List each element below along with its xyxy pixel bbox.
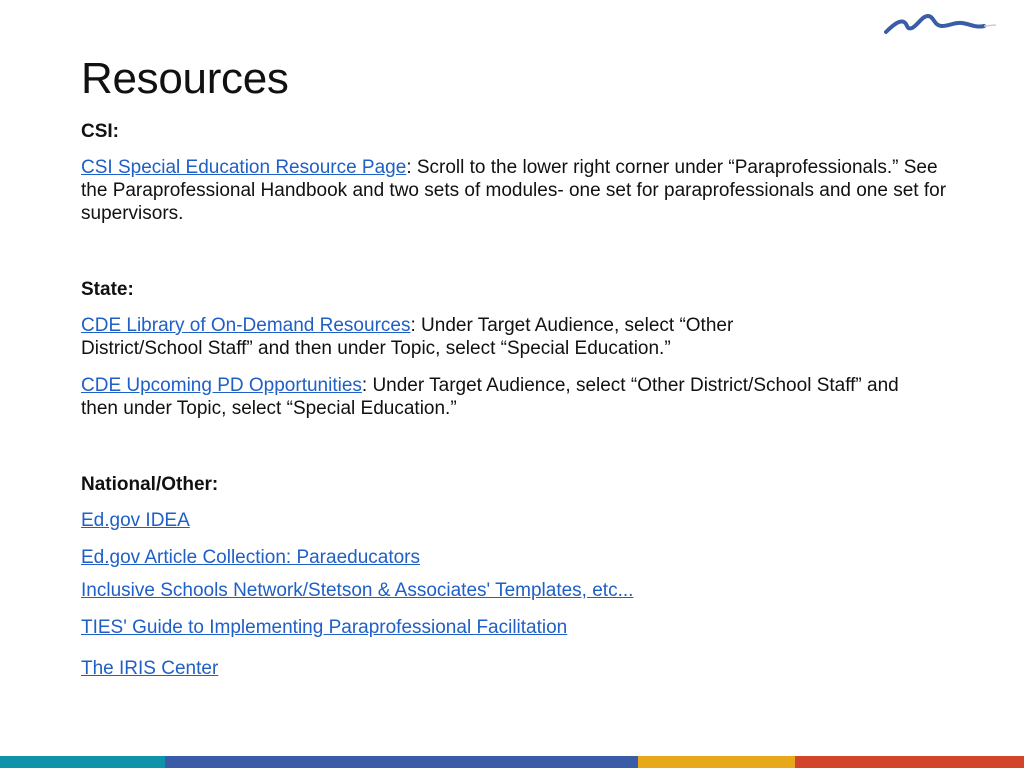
footer-bar-teal: [0, 756, 165, 768]
cde-pd-description: : Under Target Audience, select “Other District/School Staff” and then under Topic, select “Special Education.”: [81, 375, 899, 419]
cde-library-description: : Under Target Audience, select “Other District/School Staff” and then under Topic, select “Special Education.”: [81, 315, 734, 359]
cde-pd-link[interactable]: CDE Upcoming PD Opportunities: [81, 375, 362, 396]
footer-bar-red: [795, 756, 1024, 768]
cde-library-link[interactable]: CDE Library of On-Demand Resources: [81, 315, 411, 336]
csi-heading: CSI:: [81, 121, 119, 142]
ties-guide-link[interactable]: TIES' Guide to Implementing Paraprofessional Facilitation: [81, 617, 568, 638]
edgov-paraeducators-link[interactable]: Ed.gov Article Collection: Paraeducators: [81, 547, 421, 568]
cde-library-item: [81, 314, 841, 360]
cde-pd-item: [81, 374, 911, 420]
footer-color-bar: [0, 756, 1024, 768]
csi-resource-description: : Scroll to the lower right corner under “Paraprofessionals.” See the Paraprofessional Handbook and two sets of modules- one set for paraprofessionals and one set for supervisors.: [81, 157, 947, 224]
inclusive-schools-link[interactable]: Inclusive Schools Network/Stetson & Associates' Templates, etc...: [81, 580, 634, 601]
mountain-logo-icon: [884, 10, 998, 36]
footer-bar-blue: [165, 756, 638, 768]
page-title: Resources: [81, 54, 289, 103]
iris-center-link[interactable]: The IRIS Center: [81, 658, 219, 679]
csi-resource-item: [81, 156, 961, 225]
state-heading: State:: [81, 279, 134, 300]
national-heading: National/Other:: [81, 474, 219, 495]
edgov-idea-link[interactable]: Ed.gov IDEA: [81, 510, 190, 531]
footer-bar-gold: [638, 756, 795, 768]
csi-resource-link[interactable]: CSI Special Education Resource Page: [81, 157, 407, 178]
